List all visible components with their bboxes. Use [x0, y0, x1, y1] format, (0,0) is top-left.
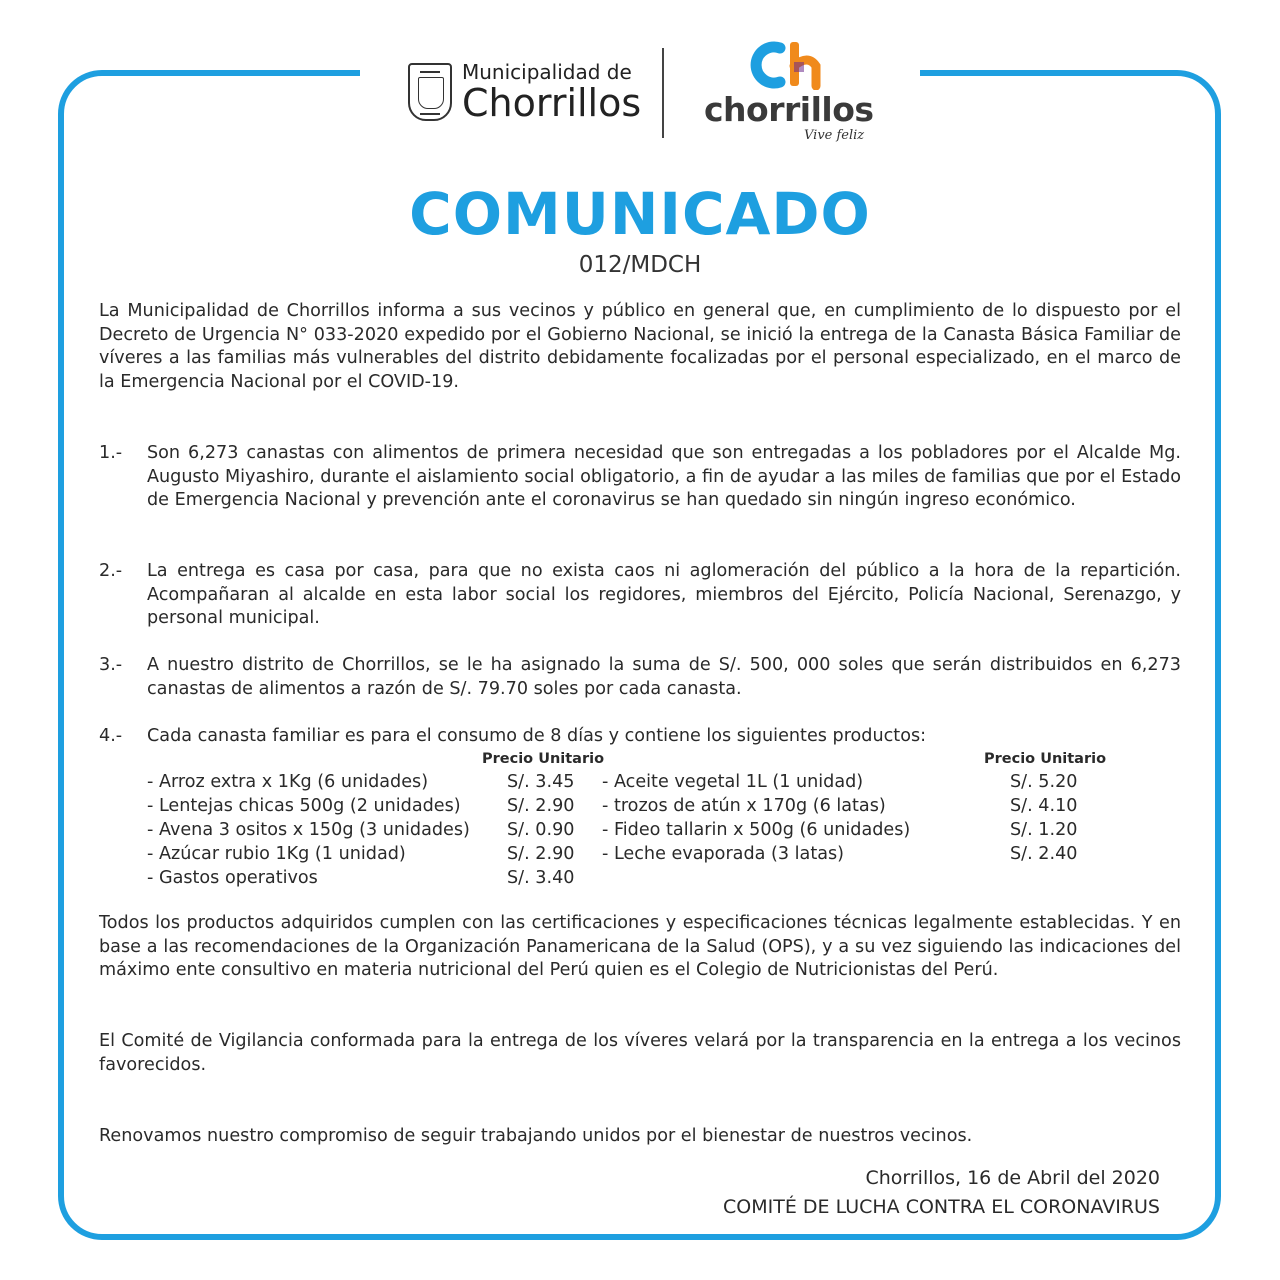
product-price: S/. 4.10: [1010, 796, 1078, 816]
certifications-paragraph: Todos los productos adquiridos cumplen con las certificaciones y especificaciones técnicas legalmente establecidas. Y en base a las recomendaciones de la Organización Panamericana de la Salud (OPS), y a su vez siguiendo las indicaciones del máximo ente consultivo en materia nutricional del Perú quien es el Colegio de Nutricionistas del Perú.: [99, 913, 1181, 981]
coat-of-arms-icon: [408, 63, 452, 121]
signing-committee: COMITÉ DE LUCHA CONTRA EL CORONAVIRUS: [723, 1196, 1160, 1218]
product-name: - trozos de atún x 170g (6 latas): [602, 796, 886, 816]
committee-paragraph: El Comité de Vigilancia conformada para la entrega de los víveres velará por la transparencia en la entrega a los vecinos favorecidos.: [99, 1031, 1181, 1075]
chorrillos-brand-logo: [700, 40, 880, 150]
municipality-logo: [408, 60, 642, 125]
product-name: - Azúcar rubio 1Kg (1 unidad): [147, 844, 406, 864]
intro-paragraph: La Municipalidad de Chorrillos informa a sus vecinos y público en general que, en cumplimiento de lo dispuesto por el Decreto de Urgencia N° 033-2020 expedido por el Gobierno Nacional, se inició la entrega de la Canasta Básica Familiar de víveres a las familias más vulnerables del distrito debidamente focalizadas por el personal especializado, en el marco de la Emergencia Nacional por el COVID-19.: [99, 301, 1181, 393]
price-header-right: Precio Unitario: [984, 751, 1107, 767]
list-item-text: A nuestro distrito de Chorrillos, se le ha asignado la suma de S/. 500, 000 soles que serán distribuidos en 6,273 canastas de alimentos a razón de S/. 79.70 soles por cada canasta.: [147, 655, 1181, 699]
brand-tagline: Vive feliz: [804, 128, 865, 143]
list-item-number: 2.-: [99, 561, 123, 581]
product-name: - Fideo tallarin x 500g (6 unidades): [602, 820, 911, 840]
list-item-1: [99, 442, 1181, 513]
price-header-left: Precio Unitario: [482, 751, 605, 767]
product-name: - Lentejas chicas 500g (2 unidades): [147, 796, 461, 816]
list-item-3: [99, 654, 1181, 701]
product-price: S/. 2.90: [507, 844, 575, 864]
ch-brand-mark-icon: [750, 40, 830, 90]
list-item-text: La entrega es casa por casa, para que no exista caos ni aglomeración del público a la hora de la repartición. Acompañaran al alcalde en esta labor social los regidores, miembros del Ejército, Policía Nacional, Serenazgo, y personal municipal.: [147, 561, 1181, 629]
product-price: S/. 5.20: [1010, 772, 1078, 792]
list-item-number: 4.-: [99, 726, 123, 746]
closing-paragraph: Renovamos nuestro compromiso de seguir trabajando unidos por el bienestar de nuestros vecinos.: [99, 1126, 973, 1146]
logo-divider: [662, 48, 664, 138]
product-name: - Leche evaporada (3 latas): [602, 844, 845, 864]
product-price: S/. 3.40: [507, 868, 575, 888]
product-name: - Avena 3 ositos x 150g (3 unidades): [147, 820, 470, 840]
product-name: - Aceite vegetal 1L (1 unidad): [602, 772, 864, 792]
place-date: Chorrillos, 16 de Abril del 2020: [865, 1167, 1160, 1189]
list-item-text: Son 6,273 canastas con alimentos de primera necesidad que son entregadas a los pobladores por el Alcalde Mg. Augusto Miyashiro, durante el aislamiento social obligatorio, a fin de ayudar a las miles de familias que por el Estado de Emergencia Nacional y prevención ante el coronavirus se han quedado sin ningún ingreso económico.: [147, 443, 1181, 511]
list-item-2: [99, 560, 1181, 631]
brand-wordmark: chorrillos: [704, 90, 874, 129]
product-price: S/. 2.40: [1010, 844, 1078, 864]
product-price: S/. 3.45: [507, 772, 575, 792]
document-number: 012/MDCH: [578, 252, 702, 278]
page-title: COMUNICADO: [409, 180, 871, 248]
list-item-number: 3.-: [99, 655, 123, 675]
product-price: S/. 0.90: [507, 820, 575, 840]
municipality-name: Chorrillos: [462, 81, 642, 125]
list-item-number: 1.-: [99, 443, 123, 463]
municipality-label: Municipalidad de: [462, 60, 632, 84]
product-price: S/. 1.20: [1010, 820, 1078, 840]
product-price: S/. 2.90: [507, 796, 575, 816]
product-name: - Arroz extra x 1Kg (6 unidades): [147, 772, 429, 792]
list-item-text: Cada canasta familiar es para el consumo de 8 días y contiene los siguientes productos:: [147, 726, 927, 746]
list-item-4: [99, 725, 1181, 749]
product-name: - Gastos operativos: [147, 868, 318, 888]
